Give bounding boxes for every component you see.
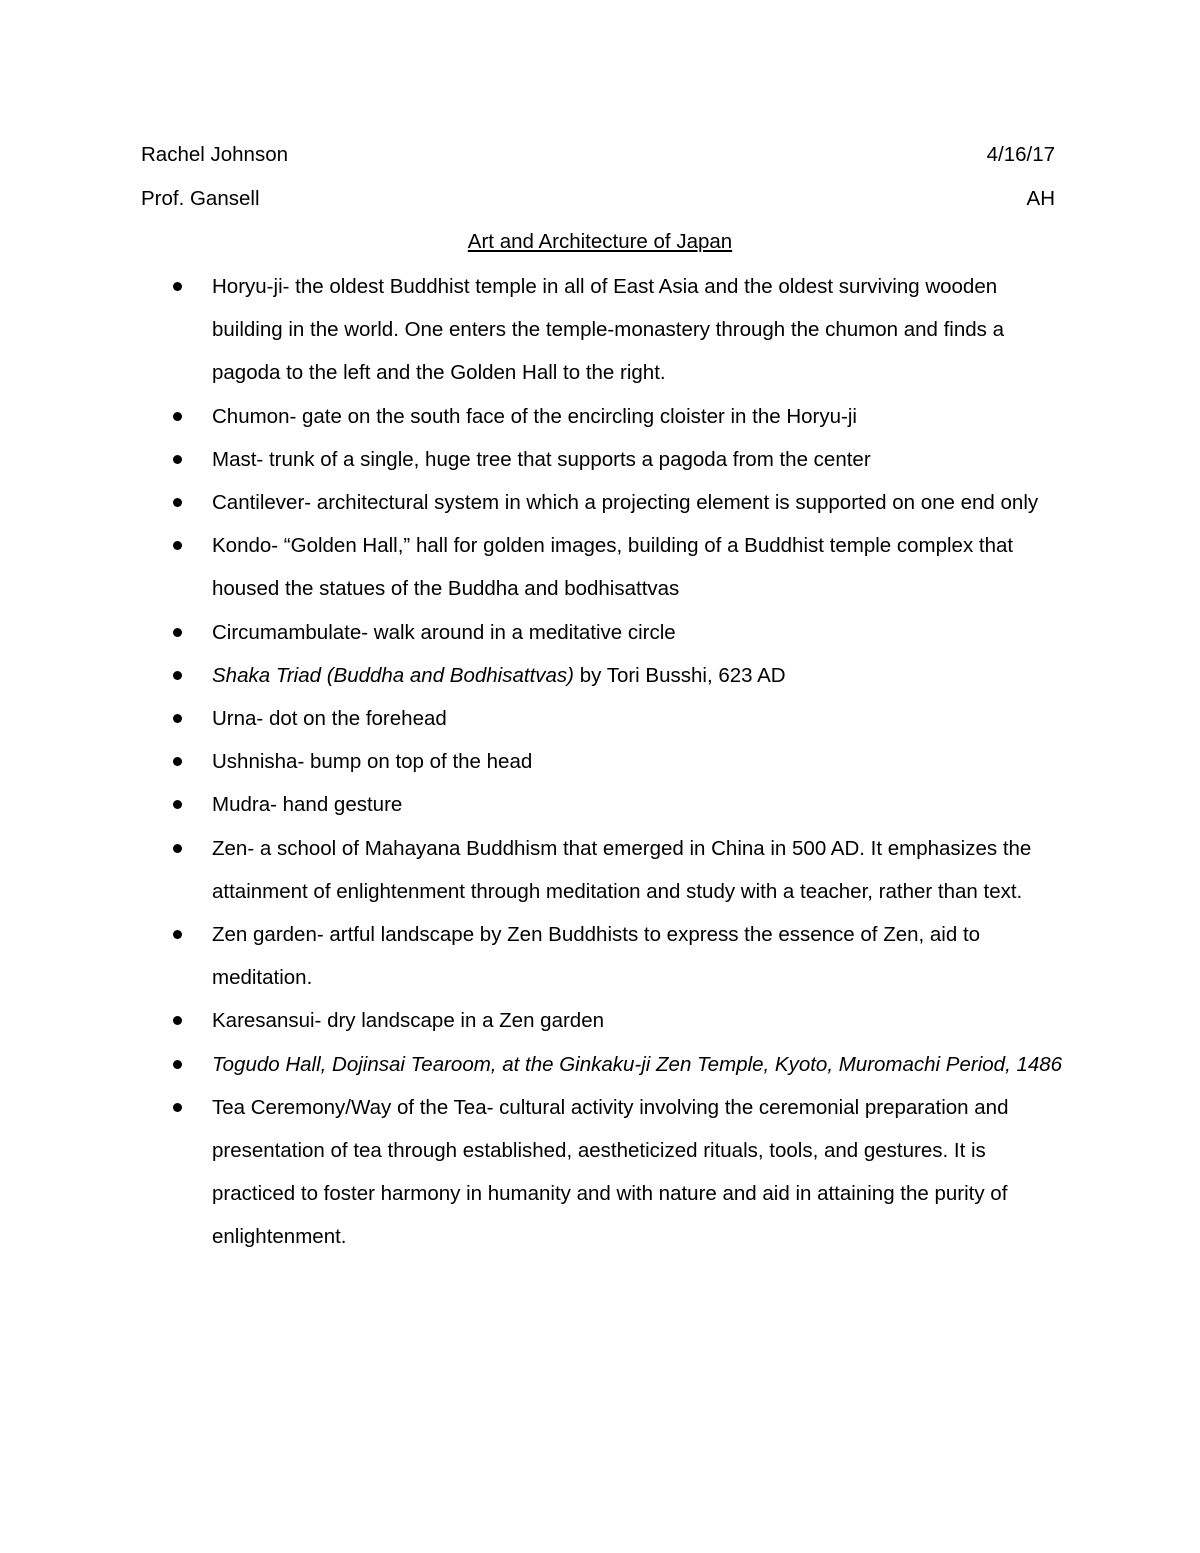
list-item-text: Cantilever- architectural system in which a projecting element is supported on one end only [212,491,1039,515]
list-item [212,697,1072,740]
list-item [212,611,1072,654]
list-item-text: Mast- trunk of a single, huge tree that supports a pagoda from the center [212,447,871,471]
list-item [212,1086,1072,1259]
list-item [212,740,1072,783]
bullet-icon [173,455,182,464]
list-item-text: Horyu-ji- the oldest Buddhist temple in all of East Asia and the oldest surviving wooden building in the world. One enters the temple-monastery through the chumon and finds a pagoda to the left and the Golden Hall to the right. [212,275,1004,385]
list-item [212,783,1072,826]
bullet-icon [173,844,182,853]
list-item [212,913,1072,999]
bullet-icon [173,1103,182,1112]
artwork-title: Shaka Triad (Buddha and Bodhisattvas) [212,663,575,687]
list-item-text: Urna- dot on the forehead [212,707,447,731]
list-item-text: by Tori Busshi, 623 AD [574,663,786,687]
list-item [212,654,1072,697]
artwork-title: Togudo Hall, Dojinsai Tearoom, at the Ginkaku-ji Zen Temple, Kyoto, Muromachi Period, 1486 [212,1052,1063,1076]
bullet-icon [173,930,182,939]
document-title-text: Art and Architecture of Japan [467,230,733,253]
bullet-icon [173,714,182,723]
bullet-icon [173,412,182,421]
list-item-text: Karesansui- dry landscape in a Zen garden [212,1009,605,1033]
list-item-text: Mudra- hand gesture [212,793,403,817]
author-name: Rachel Johnson [141,143,289,166]
list-item-text: Tea Ceremony/Way of the Tea- cultural activity involving the ceremonial preparation and presentation of tea through established, aestheticized rituals, tools, and gestures. It is practiced to foster harmony in humanity and with nature and aid in attaining the purity of enlightenment. [212,1095,1009,1249]
notes-list [212,265,1072,1259]
bullet-icon [173,671,182,680]
list-item [212,999,1072,1042]
date: 4/16/17 [986,143,1055,166]
professor-name: Prof. Gansell [141,187,260,210]
list-item [212,524,1072,610]
bullet-icon [173,800,182,809]
header-row-1 [141,143,1055,167]
bullet-icon [173,757,182,766]
list-item-text: Chumon- gate on the south face of the encircling cloister in the Horyu-ji [212,404,857,428]
bullet-icon [173,628,182,637]
list-item [212,265,1072,395]
header-row-2 [141,187,1055,211]
list-item-text: Zen garden- artful landscape by Zen Buddhists to express the essence of Zen, aid to meditation. [212,923,981,990]
bullet-icon [173,1016,182,1025]
course-code: AH [1026,187,1055,210]
list-item-text: Ushnisha- bump on top of the head [212,750,533,774]
list-item [212,395,1072,438]
bullet-icon [173,282,182,291]
bullet-icon [173,1060,182,1069]
list-item [212,1043,1072,1086]
document-title [0,230,1200,254]
list-item-text: Circumambulate- walk around in a meditative circle [212,620,676,644]
list-item [212,827,1072,913]
list-item [212,438,1072,481]
list-item-text: Zen- a school of Mahayana Buddhism that emerged in China in 500 AD. It emphasizes the attainment of enlightenment through meditation and study with a teacher, rather than text. [212,836,1032,903]
bullet-icon [173,498,182,507]
list-item-text: Kondo- “Golden Hall,” hall for golden images, building of a Buddhist temple complex that housed the statues of the Buddha and bodhisattvas [212,534,1014,601]
list-item [212,481,1072,524]
bullet-icon [173,541,182,550]
